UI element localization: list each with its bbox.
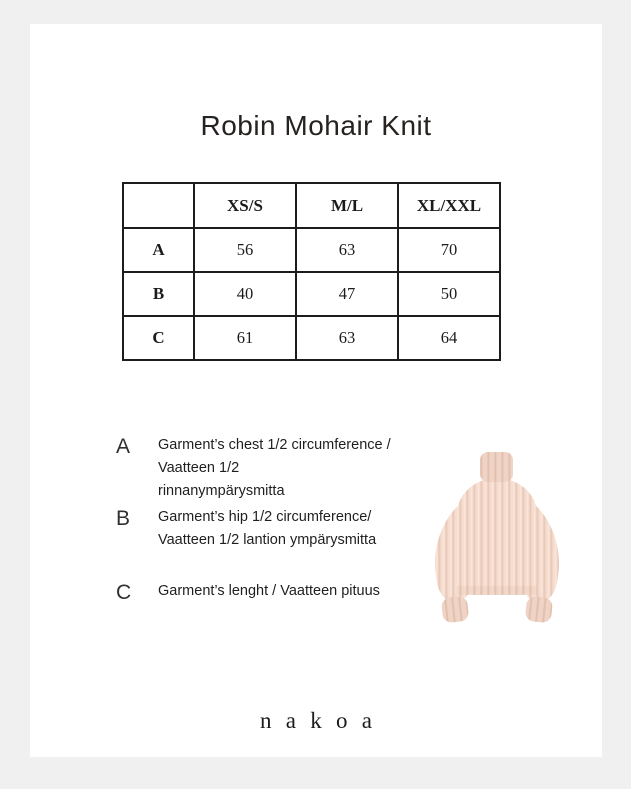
legend-item-c bbox=[116, 580, 446, 605]
cell-c-xl-xxl: 64 bbox=[398, 316, 500, 360]
size-table-corner-cell bbox=[123, 183, 194, 228]
size-table-header-row bbox=[123, 183, 500, 228]
cell-a-m-l: 63 bbox=[296, 228, 398, 272]
legend-text-a-line1: Garment’s chest 1/2 circumference / Vaatteen 1/2 bbox=[158, 437, 391, 476]
legend-letter-a: A bbox=[116, 435, 131, 458]
size-table-header-xl-xxl: XL/XXL bbox=[398, 183, 500, 228]
size-table-header-xs-s: XS/S bbox=[194, 183, 296, 228]
cell-b-m-l: 47 bbox=[296, 272, 398, 316]
page-title: Robin Mohair Knit bbox=[200, 110, 432, 141]
legend-item-b bbox=[116, 506, 446, 552]
row-label-a: A bbox=[123, 228, 194, 272]
legend-text-a-line2: rinnanympärysmitta bbox=[158, 483, 285, 499]
size-table-header-m-l: M/L bbox=[296, 183, 398, 228]
cell-c-xs-s: 61 bbox=[194, 316, 296, 360]
cell-b-xl-xxl: 50 bbox=[398, 272, 500, 316]
legend-text-c bbox=[158, 580, 380, 605]
size-table bbox=[122, 182, 501, 361]
table-row bbox=[123, 316, 500, 360]
sweater-illustration bbox=[427, 448, 577, 628]
table-row bbox=[123, 228, 500, 272]
legend-text-b-line2: Vaatteen 1/2 lantion ympärysmitta bbox=[158, 532, 377, 548]
legend-text-b-line1: Garment’s hip 1/2 circumference/ bbox=[158, 509, 372, 525]
table-row bbox=[123, 272, 500, 316]
cell-b-xs-s: 40 bbox=[194, 272, 296, 316]
legend-text-a bbox=[158, 434, 446, 503]
legend-letter-c: C bbox=[116, 581, 132, 604]
cell-a-xs-s: 56 bbox=[194, 228, 296, 272]
product-photo-knit-sweater bbox=[427, 448, 577, 628]
legend-letter-b: B bbox=[116, 507, 131, 530]
cell-c-m-l: 63 bbox=[296, 316, 398, 360]
row-label-b: B bbox=[123, 272, 194, 316]
legend-text-b bbox=[158, 506, 376, 552]
legend-text-c-line1: Garment’s lenght / Vaatteen pituus bbox=[158, 583, 380, 599]
size-guide-card bbox=[30, 24, 602, 757]
legend-item-a bbox=[116, 434, 446, 503]
row-label-c: C bbox=[123, 316, 194, 360]
brand-logo-nakoa: nakoa bbox=[260, 708, 387, 733]
cell-a-xl-xxl: 70 bbox=[398, 228, 500, 272]
